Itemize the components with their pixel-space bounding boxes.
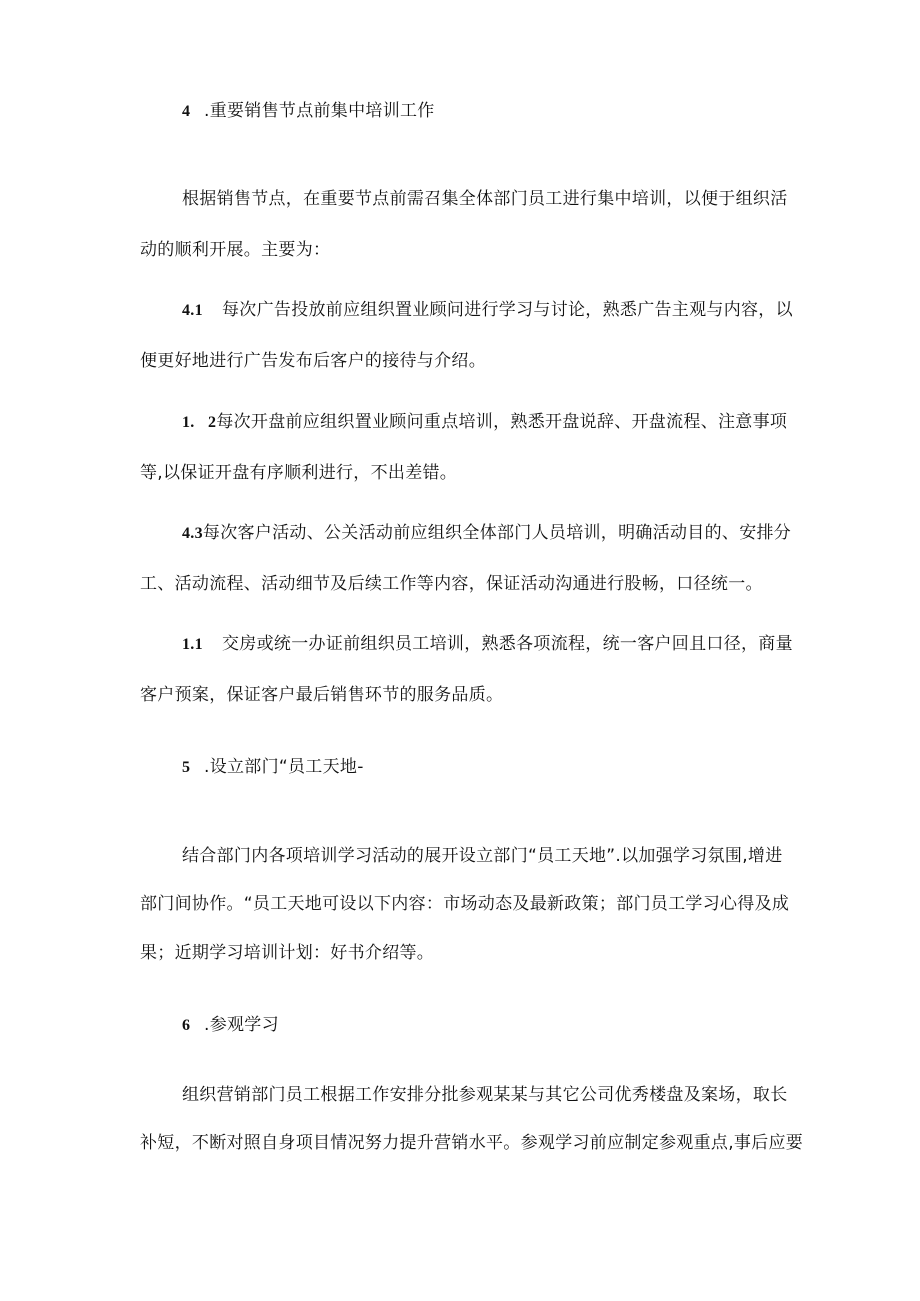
item-text: 每次广告投放前应组织置业顾问进行学习与讨论，熟悉广告主观与内容，以: [222, 300, 793, 320]
item-4-3-line: [182, 521, 791, 546]
item-text: 每次客户活动、公关活动前应组织全体部门人员培训，明确活动目的、安排分: [202, 523, 792, 543]
paragraph-line: 客户预案，保证客户最后销售环节的服务品质。: [140, 685, 504, 705]
item-text: 交房或统一办证前组织员工培训，熟悉各项流程，统一客户回且口径，商量: [222, 634, 793, 654]
section-number: 4: [182, 103, 191, 120]
item-1-2-line: [182, 410, 787, 435]
item-4-1-line: [182, 298, 793, 323]
section-title: .设立部门“员工天地-: [204, 757, 364, 777]
paragraph-line: 便更好地进行广告发布后客户的接待与介绍。: [140, 351, 486, 371]
paragraph-line: 补短，不断对照自身项目情况努力提升营销水平。参观学习前应制定参观重点,事后应要: [140, 1133, 804, 1153]
paragraph-line: 组织营销部门员工根据工作安排分批参观某某与其它公司优秀楼盘及案场，取长: [182, 1085, 788, 1105]
item-text: 每次开盘前应组织置业顾问重点培训，熟悉开盘说辞、开盘流程、注意事项: [216, 412, 788, 432]
paragraph-line: 根据销售节点，在重要节点前需召集全体部门员工进行集中培训，以便于组织活: [182, 189, 788, 209]
item-1-1-line: [182, 632, 793, 657]
item-number: 1.1: [182, 636, 203, 653]
paragraph-line: 等,以保证开盘有序顺利进行，不出差错。: [140, 463, 458, 483]
section-title: .重要销售节点前集中培训工作: [204, 101, 435, 121]
item-number: 4.3: [182, 525, 203, 542]
paragraph-line: 工、活动流程、活动细节及后续工作等内容，保证活动沟通进行股畅，口径统一。: [140, 574, 763, 594]
item-number-suffix: 2: [208, 414, 217, 431]
section-4-heading: [182, 99, 435, 124]
section-title: .参观学习: [204, 1015, 279, 1035]
section-number: 5: [182, 759, 191, 776]
item-number: 1.: [182, 414, 195, 431]
paragraph-line: 果；近期学习培训计划：好书介绍等。: [140, 943, 435, 963]
section-number: 6: [182, 1017, 191, 1034]
paragraph-line: 部门间协作。“员工天地可设以下内容：市场动态及最新政策；部门员工学习心得及成: [140, 894, 790, 914]
paragraph-line: 动的顺利开展。主要为：: [140, 240, 331, 260]
section-6-heading: [182, 1013, 279, 1038]
paragraph-line: 结合部门内各项培训学习活动的展开设立部门“员工天地”.以加强学习氛围,增进: [182, 846, 783, 866]
item-number: 4.1: [182, 302, 203, 319]
section-5-heading: [182, 755, 364, 780]
